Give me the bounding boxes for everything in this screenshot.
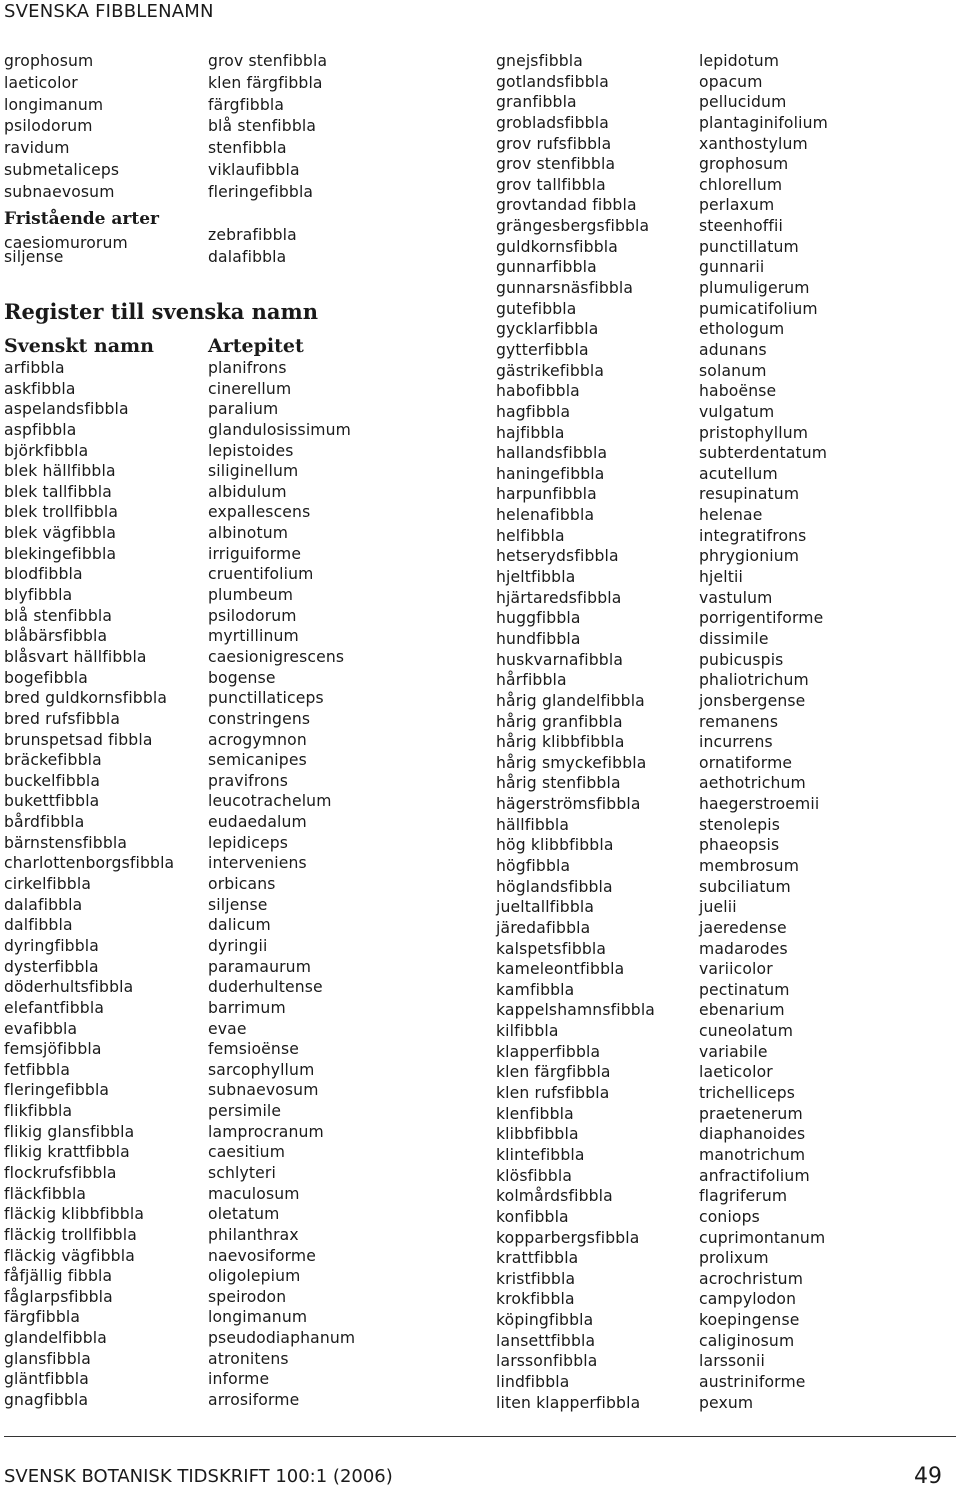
list-item: klintefibbla xyxy=(496,1145,585,1164)
list-item: pubicuspis xyxy=(699,650,784,669)
list-item: albidulum xyxy=(208,482,287,501)
list-item: ebenarium xyxy=(699,1001,785,1020)
list-item: interveniens xyxy=(208,854,307,873)
list-item: hetserydsfibbla xyxy=(496,547,619,566)
list-item: haegerstroemii xyxy=(699,795,820,814)
list-item: fetfibbla xyxy=(4,1060,71,1079)
list-item: hårig stenfibbla xyxy=(496,774,621,793)
list-item: bogense xyxy=(208,668,276,687)
list-item: prolixum xyxy=(699,1249,769,1268)
list-item: kalspetsfibbla xyxy=(496,939,607,958)
list-item: cuprimontanum xyxy=(699,1228,826,1247)
list-item: psilodorum xyxy=(208,606,297,625)
list-item: hagfibbla xyxy=(496,402,571,421)
list-item: paramaurum xyxy=(208,957,312,976)
list-item: dalafibbla xyxy=(208,248,287,267)
list-item: grov stenfibbla xyxy=(496,155,616,174)
list-item: caesionigrescens xyxy=(208,647,345,666)
list-item: jueltallfibbla xyxy=(496,898,595,917)
list-item: haboënse xyxy=(699,382,777,401)
list-item: variabile xyxy=(699,1042,768,1061)
list-item: blek vägfibbla xyxy=(4,524,117,543)
list-item: fleringefibbla xyxy=(4,1081,110,1100)
list-item: blå stenfibbla xyxy=(4,606,113,625)
list-item: grovtandad fibbla xyxy=(496,196,637,215)
list-item: klen färgfibbla xyxy=(208,73,323,92)
journal-citation: SVENSK BOTANISK TIDSKRIFT 100:1 (2006) xyxy=(4,1466,393,1487)
list-item: submetaliceps xyxy=(4,160,120,179)
list-item: acrochristum xyxy=(699,1269,804,1288)
list-item: askfibbla xyxy=(4,379,76,398)
svenskt-names-column-1 xyxy=(4,358,174,1411)
list-item: glandulosissimum xyxy=(208,420,352,439)
list-item: membrosum xyxy=(699,856,800,875)
list-item: hjeltfibbla xyxy=(496,568,576,587)
list-item: lepistoides xyxy=(208,441,294,460)
list-item: blek hällfibbla xyxy=(4,462,116,481)
list-item: phaliotrichum xyxy=(699,671,809,690)
list-item: plantaginifolium xyxy=(699,113,828,132)
list-item: bårdfibbla xyxy=(4,813,85,832)
list-item: huggfibbla xyxy=(496,609,581,628)
list-item: kamfibbla xyxy=(496,980,575,999)
list-item: orbicans xyxy=(208,875,276,894)
list-item: philanthrax xyxy=(208,1225,299,1244)
artepitet-column-2 xyxy=(699,51,828,1413)
list-item: dalicum xyxy=(208,916,271,935)
list-item: planifrons xyxy=(208,359,287,377)
list-item: gotlandsfibbla xyxy=(496,72,609,91)
list-item: praetenerum xyxy=(699,1104,803,1123)
list-item: femsioënse xyxy=(208,1040,299,1059)
list-item: hårig glandelfibbla xyxy=(496,691,645,710)
list-item: guldkornsfibbla xyxy=(496,237,618,256)
list-item: blåbärsfibbla xyxy=(4,627,108,646)
list-item: opacum xyxy=(699,72,763,91)
list-item: madarodes xyxy=(699,939,788,958)
list-item: schlyteri xyxy=(208,1163,276,1182)
list-item: siljense xyxy=(208,895,268,914)
caesiomurorum-entry: caesiomurorum xyxy=(4,234,128,252)
list-item: fåfjällig fibbla xyxy=(4,1267,113,1286)
list-item: höglandsfibbla xyxy=(496,877,613,896)
list-item: färgfibbla xyxy=(4,1308,81,1327)
list-item: charlottenborgsfibbla xyxy=(4,854,175,873)
fristaende-arter-heading: Fristående arter xyxy=(4,209,160,229)
list-item: hägerströmsfibbla xyxy=(496,795,641,814)
list-item: pumicatifolium xyxy=(699,299,818,318)
list-item: juelii xyxy=(699,898,737,917)
list-item: klösfibbla xyxy=(496,1166,573,1185)
list-item: hundfibbla xyxy=(496,629,581,648)
list-item: pseudodiaphanum xyxy=(208,1329,356,1348)
list-item: campylodon xyxy=(699,1290,797,1309)
list-item xyxy=(208,204,327,226)
list-item: siliginellum xyxy=(208,462,299,481)
list-item: björkfibbla xyxy=(4,441,89,460)
list-item: gläntfibbla xyxy=(4,1370,89,1389)
list-item: siljense xyxy=(4,248,64,267)
list-item: granfibbla xyxy=(496,93,577,112)
running-header: SVENSKA FIBBLENAMN xyxy=(4,1,214,22)
list-item: zebrafibbla xyxy=(208,226,297,245)
list-item: grobladsfibbla xyxy=(496,113,609,132)
list-item: bred rufsfibbla xyxy=(4,709,121,728)
list-item: gunnarfibbla xyxy=(496,258,597,277)
list-item: plumbeum xyxy=(208,586,294,605)
list-item: subciliatum xyxy=(699,877,791,896)
list-item: hårfibbla xyxy=(496,671,567,690)
list-item: liten klapperfibbla xyxy=(496,1393,641,1412)
list-item: acutellum xyxy=(699,464,778,483)
list-item: hajfibbla xyxy=(496,423,565,442)
list-item: psilodorum xyxy=(4,117,93,136)
list-item: hjeltii xyxy=(699,568,743,587)
list-item: evafibbla xyxy=(4,1019,78,1038)
list-item: kristfibbla xyxy=(496,1269,576,1288)
list-item: laeticolor xyxy=(4,73,78,92)
list-item: hårig klibbfibbla xyxy=(496,733,625,752)
list-item: perlaxum xyxy=(699,196,775,215)
artepitet-heading: Artepitet xyxy=(208,335,304,357)
list-item: hårig smyckefibbla xyxy=(496,753,647,772)
list-item: fläckig klibbfibbla xyxy=(4,1205,145,1224)
list-item: lansettfibbla xyxy=(496,1331,596,1350)
list-item: buckelfibbla xyxy=(4,771,101,790)
list-item: hällfibbla xyxy=(496,815,570,834)
list-item: flockrufsfibbla xyxy=(4,1163,117,1182)
list-item: blå stenfibbla xyxy=(208,117,317,136)
list-item: anfractifolium xyxy=(699,1166,810,1185)
list-item: aspelandsfibbla xyxy=(4,400,129,419)
list-item: porrigentiforme xyxy=(699,609,824,628)
list-item: semicanipes xyxy=(208,751,307,770)
list-item: jonsbergense xyxy=(699,691,806,710)
list-item: konfibbla xyxy=(496,1207,569,1226)
list-item: austriniforme xyxy=(699,1373,806,1391)
list-item: lindfibbla xyxy=(496,1373,570,1391)
list-item: gutefibbla xyxy=(496,299,577,318)
list-item: subnaevosum xyxy=(4,182,115,201)
list-item: punctillaticeps xyxy=(208,689,324,708)
list-item: expallescens xyxy=(208,503,311,522)
list-item: ravidum xyxy=(4,139,70,158)
list-item: hårig granfibbla xyxy=(496,712,623,731)
list-item: fläckig vägfibbla xyxy=(4,1246,135,1265)
list-item: bräckefibbla xyxy=(4,751,102,770)
list-item: larssonfibbla xyxy=(496,1352,598,1371)
list-item: femsjöfibbla xyxy=(4,1040,102,1059)
list-item: kolmårdsfibbla xyxy=(496,1187,613,1206)
list-item: irriguiforme xyxy=(208,544,302,563)
list-item: elefantfibbla xyxy=(4,998,105,1017)
list-item: arfibbla xyxy=(4,359,65,377)
list-item: barrimum xyxy=(208,998,286,1017)
list-item: helenafibbla xyxy=(496,506,595,525)
list-item: persimile xyxy=(208,1102,282,1121)
list-item: dalafibbla xyxy=(4,895,83,914)
list-item: paralium xyxy=(208,400,279,419)
list-item: krokfibbla xyxy=(496,1290,575,1309)
list-item: longimanum xyxy=(4,95,104,114)
list-item: caliginosum xyxy=(699,1331,795,1350)
list-item: constringens xyxy=(208,709,311,728)
list-item: koepingense xyxy=(699,1311,800,1330)
list-item: viklaufibbla xyxy=(208,160,300,179)
list-item: dalfibbla xyxy=(4,916,73,935)
list-item: cirkelfibbla xyxy=(4,875,92,894)
list-item: cuneolatum xyxy=(699,1022,794,1041)
list-item: vulgatum xyxy=(699,402,775,421)
list-item: subnaevosum xyxy=(208,1081,319,1100)
list-item: klen rufsfibbla xyxy=(496,1084,610,1103)
list-item: bogefibbla xyxy=(4,668,88,687)
list-item: dysterfibbla xyxy=(4,957,99,976)
list-item: huskvarnafibbla xyxy=(496,650,624,669)
list-item: hög klibbfibbla xyxy=(496,836,614,855)
list-item: lamprocranum xyxy=(208,1122,324,1141)
list-item: gnagfibbla xyxy=(4,1391,89,1410)
list-item: harpunfibbla xyxy=(496,485,597,504)
list-item: eudaedalum xyxy=(208,813,307,832)
list-item: pectinatum xyxy=(699,980,790,999)
list-item: lepidiceps xyxy=(208,833,289,852)
list-item: klen färgfibbla xyxy=(496,1063,611,1082)
list-item: kopparbergsfibbla xyxy=(496,1228,640,1247)
list-item: blåsvart hällfibbla xyxy=(4,647,147,666)
list-item: glansfibbla xyxy=(4,1349,91,1368)
list-item: naevosiforme xyxy=(208,1246,317,1265)
list-item: larssonii xyxy=(699,1352,765,1371)
list-item: blekingefibbla xyxy=(4,544,117,563)
list-item: chlorellum xyxy=(699,175,783,194)
list-item: pristophyllum xyxy=(699,423,809,442)
list-item: coniops xyxy=(699,1207,760,1226)
list-item: gnejsfibbla xyxy=(496,52,583,70)
list-item: longimanum xyxy=(208,1308,308,1327)
list-item: krattfibbla xyxy=(496,1249,579,1268)
list-item: klibbfibbla xyxy=(496,1125,579,1144)
list-item: habofibbla xyxy=(496,382,580,401)
list-item: gunnarii xyxy=(699,258,765,277)
list-item: glandelfibbla xyxy=(4,1329,107,1348)
list-item: arrosiforme xyxy=(208,1391,300,1410)
list-item: jaeredense xyxy=(699,918,787,937)
list-item: laeticolor xyxy=(699,1063,773,1082)
list-item: incurrens xyxy=(699,733,773,752)
list-item: flagriferum xyxy=(699,1187,788,1206)
list-item: kappelshamnsfibbla xyxy=(496,1001,656,1020)
footer-divider xyxy=(4,1436,956,1437)
list-item: vastulum xyxy=(699,588,773,607)
list-item: ornatiforme xyxy=(699,753,793,772)
list-item: acrogymnon xyxy=(208,730,307,749)
list-item: sarcophyllum xyxy=(208,1060,315,1079)
list-item: döderhultsfibbla xyxy=(4,978,134,997)
list-item: oletatum xyxy=(208,1205,280,1224)
list-item: diaphanoides xyxy=(699,1125,806,1144)
artepitet-column-1 xyxy=(208,358,355,1411)
list-item: blek tallfibbla xyxy=(4,482,112,501)
list-item: färgfibbla xyxy=(208,95,285,114)
list-item: evae xyxy=(208,1019,247,1038)
list-item: cinerellum xyxy=(208,379,292,398)
list-item: plumuligerum xyxy=(699,279,810,298)
list-item: dissimile xyxy=(699,629,769,648)
list-item: blek trollfibbla xyxy=(4,503,119,522)
top-mid-name-list xyxy=(208,51,327,269)
list-item: remanens xyxy=(699,712,779,731)
list-item: flikfibbla xyxy=(4,1102,73,1121)
list-item: grov rufsfibbla xyxy=(496,134,612,153)
list-item: subterdentatum xyxy=(699,444,828,463)
list-item: haningefibbla xyxy=(496,464,605,483)
list-item: gunnarsnäsfibbla xyxy=(496,279,634,298)
list-item: speirodon xyxy=(208,1287,287,1306)
list-item: duderhultense xyxy=(208,978,323,997)
list-item: albinotum xyxy=(208,524,289,543)
list-item: blodfibbla xyxy=(4,565,83,584)
list-item: manotrichum xyxy=(699,1145,806,1164)
list-item: dyringii xyxy=(208,936,268,955)
list-item: grophosum xyxy=(699,155,789,174)
list-item: resupinatum xyxy=(699,485,800,504)
list-item: hallandsfibbla xyxy=(496,444,608,463)
list-item: fläckig trollfibbla xyxy=(4,1225,137,1244)
list-item: gästrikefibbla xyxy=(496,361,605,380)
list-item: atronitens xyxy=(208,1349,289,1368)
list-item: högfibbla xyxy=(496,856,571,875)
list-item: oligolepium xyxy=(208,1267,301,1286)
list-item: grängesbergsfibbla xyxy=(496,217,650,236)
list-item: steenhoffii xyxy=(699,217,784,236)
list-item: pexum xyxy=(699,1393,754,1412)
list-item: pravifrons xyxy=(208,771,289,790)
svenskt-names-column-2 xyxy=(496,51,655,1413)
list-item: phrygionium xyxy=(699,547,800,566)
list-item: helfibbla xyxy=(496,526,565,545)
list-item: bred guldkornsfibbla xyxy=(4,689,168,708)
list-item: stenfibbla xyxy=(208,139,287,158)
list-item: pellucidum xyxy=(699,93,787,112)
list-item: fleringefibbla xyxy=(208,182,314,201)
list-item: blyfibbla xyxy=(4,586,73,605)
list-item: brunspetsad fibbla xyxy=(4,730,153,749)
list-item: kilfibbla xyxy=(496,1022,559,1041)
svenskt-namn-heading: Svenskt namn xyxy=(4,335,154,357)
list-item: solanum xyxy=(699,361,767,380)
list-item: variicolor xyxy=(699,960,773,979)
list-item: cruentifolium xyxy=(208,565,314,584)
list-item: klapperfibbla xyxy=(496,1042,601,1061)
list-item: aspfibbla xyxy=(4,420,77,439)
list-item: adunans xyxy=(699,340,767,359)
list-item: lepidotum xyxy=(699,52,780,70)
list-item: bukettfibbla xyxy=(4,792,100,811)
list-item: integratifrons xyxy=(699,526,807,545)
list-item: bärnstensfibbla xyxy=(4,833,128,852)
list-item: kameleontfibbla xyxy=(496,960,625,979)
list-item: köpingfibbla xyxy=(496,1311,594,1330)
list-item: grophosum xyxy=(4,52,94,70)
list-item: myrtillinum xyxy=(208,627,299,646)
list-item: fåglarpsfibbla xyxy=(4,1287,113,1306)
list-item: trichelliceps xyxy=(699,1084,796,1103)
list-item: klenfibbla xyxy=(496,1104,574,1123)
list-item: leucotrachelum xyxy=(208,792,332,811)
list-item: stenolepis xyxy=(699,815,781,834)
list-item: fläckfibbla xyxy=(4,1184,87,1203)
list-item: ethologum xyxy=(699,320,785,339)
list-item: grov stenfibbla xyxy=(208,52,328,70)
list-item: punctillatum xyxy=(699,237,799,256)
list-item: flikig glansfibbla xyxy=(4,1122,135,1141)
register-heading: Register till svenska namn xyxy=(4,299,318,324)
list-item: gycklarfibbla xyxy=(496,320,599,339)
list-item: informe xyxy=(208,1370,270,1389)
list-item: järedafibbla xyxy=(496,918,591,937)
list-item: flikig krattfibbla xyxy=(4,1143,130,1162)
list-item: xanthostylum xyxy=(699,134,808,153)
list-item: caesitium xyxy=(208,1143,286,1162)
list-item: hjärtaredsfibbla xyxy=(496,588,622,607)
list-item: helenae xyxy=(699,506,763,525)
list-item: grov tallfibbla xyxy=(496,175,606,194)
list-item: phaeopsis xyxy=(699,836,780,855)
list-item: dyringfibbla xyxy=(4,936,99,955)
list-item: aethotrichum xyxy=(699,774,806,793)
list-item: gytterfibbla xyxy=(496,340,589,359)
list-item: maculosum xyxy=(208,1184,300,1203)
page-number: 49 xyxy=(914,1464,942,1489)
